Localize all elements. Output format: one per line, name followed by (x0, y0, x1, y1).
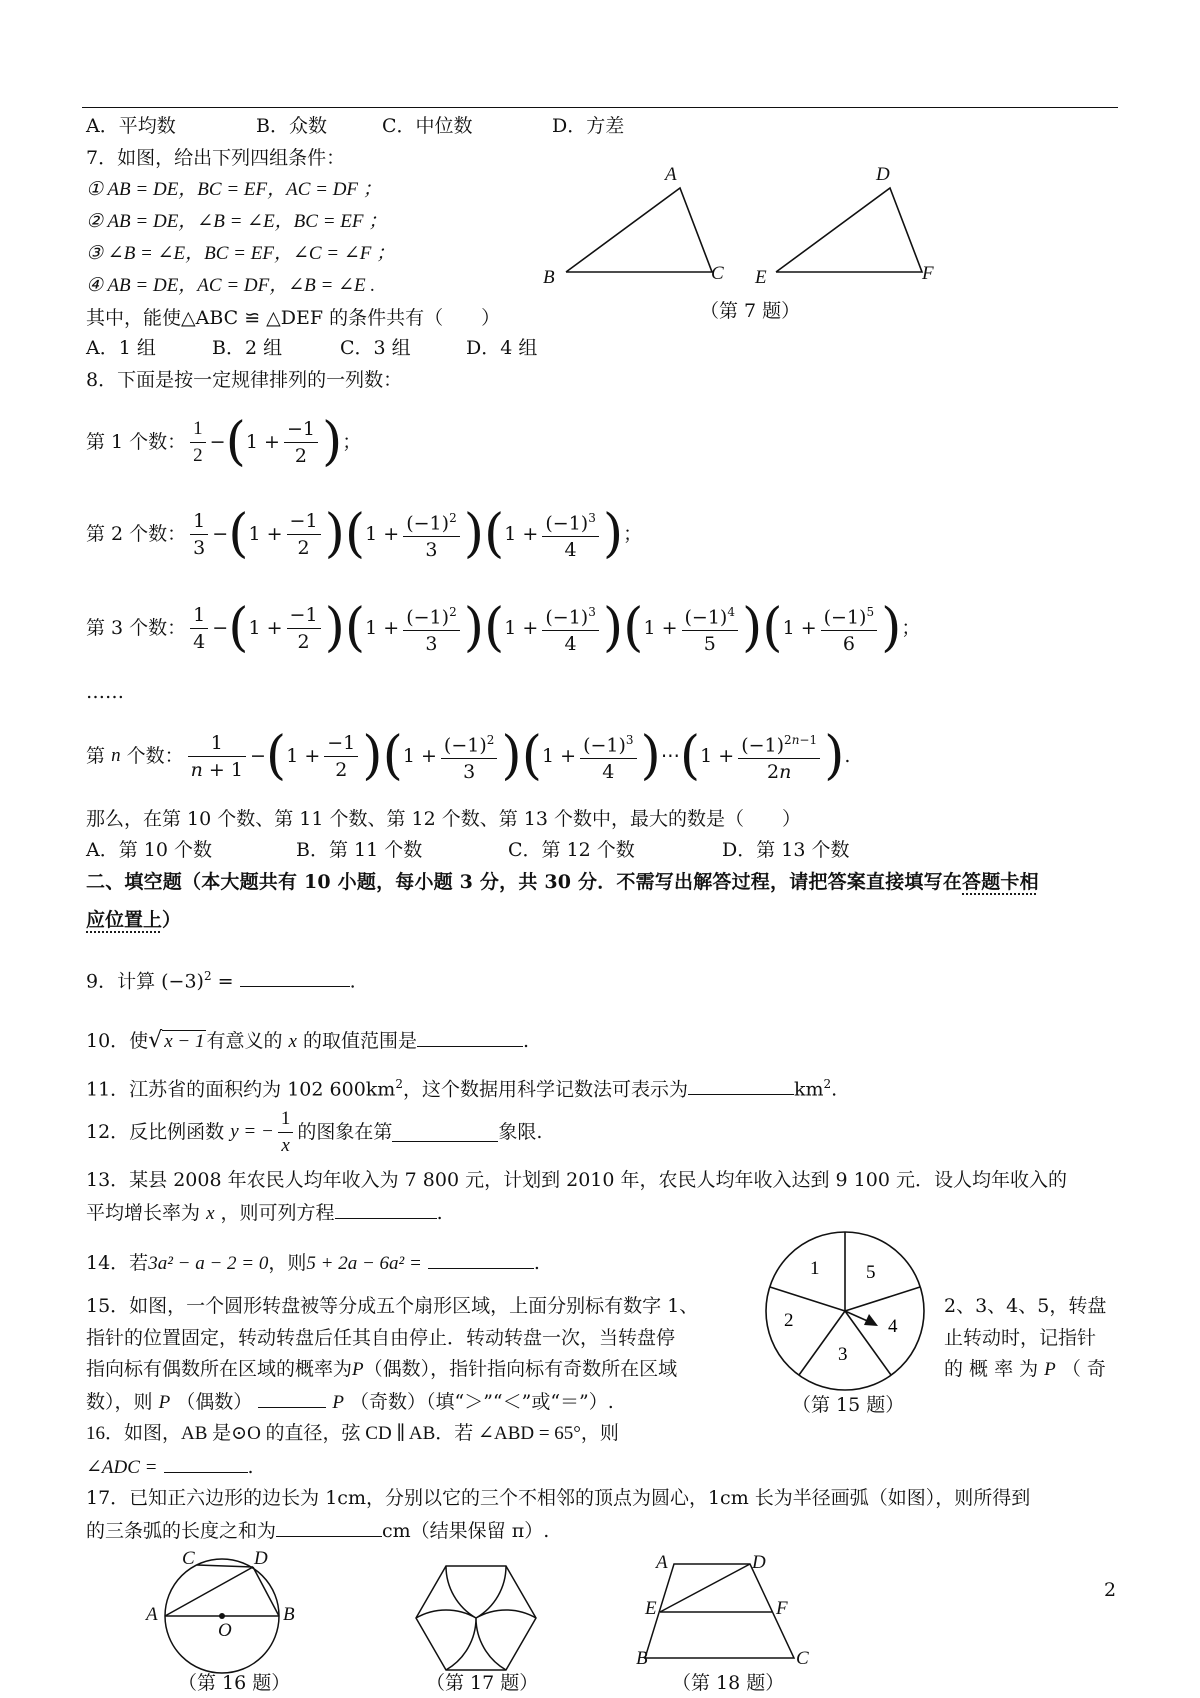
q15-figure-caption: （第 15 题） (792, 1394, 905, 1416)
answer-blank[interactable] (392, 1123, 498, 1142)
fig18-label-a: A (656, 1552, 668, 1573)
fig18-label-f: F (776, 1598, 788, 1619)
fig18-label-c: C (796, 1648, 809, 1669)
fig18-label-d: D (752, 1552, 766, 1573)
q13-line-2: 平均增长率为 x ，则可列方程 . (86, 1202, 443, 1224)
q7-label-f: F (922, 263, 934, 284)
fig16-label-o: O (218, 1620, 232, 1641)
q6-option-c: C．中位数 (382, 115, 473, 137)
fig16-label-c: C (182, 1548, 195, 1569)
q7-label-e: E (755, 267, 767, 288)
q10: 10．使√ x − 1 有意义的 x 的取值范围是 . (86, 1028, 530, 1053)
sqrt-symbol: √ (148, 1028, 163, 1053)
fig17-caption: （第 17 题） (426, 1672, 539, 1694)
sector-label: 3 (838, 1344, 848, 1365)
q8-dots: …… (86, 681, 124, 703)
answer-blank[interactable] (417, 1028, 523, 1047)
sector-label: 4 (888, 1316, 898, 1337)
q6-option-d: D．方差 (552, 115, 625, 137)
q7-label-a: A (665, 164, 677, 185)
q11: 11．江苏省的面积约为 102 $600km^2$，这个数据用科学记数法可表示为 $km^2$. (86, 1077, 838, 1101)
q8-question: 那么，在第 10 个数、第 11 个数、第 12 个数、第 13 个数中，最大的数是（ ） (86, 808, 802, 830)
q7-condition-1: ① AB = DE，BC = EF，AC = DF ； (86, 179, 382, 200)
q7-stem: 7．如图，给出下列四组条件： (86, 147, 346, 169)
q7-option-c: C．3 组 (340, 337, 411, 359)
q15-line-1a: 15．如图，一个圆形转盘被等分成五个扇形区域，上面分别标有数字 1、 (86, 1295, 699, 1317)
center-point (219, 1613, 225, 1619)
q7-option-a: A．1 组 (86, 337, 156, 359)
section-2-heading-line-1: 二、填空题（本大题共有 10 小题，每小题 3 分，共 30 分．不需写出解答过程，请把答案直接填写在答题卡相 (86, 871, 1039, 893)
q17-line-1: 17．已知正六边形的边长为 1cm，分别以它的三个不相邻的顶点为圆心，1cm 长为半径画弧（如图），则所得到 (86, 1487, 1031, 1509)
page-number: 2 (1104, 1579, 1117, 1601)
q8-row-3: 第 3 个数： $\frac{1}{4}$ − ( 1 + $\frac{-1}{2}$ ) ( 1 + $\frac{(-1)^2}{3}$ ) ( 1 + $\frac{(-1)^3}{4}$ ) ( 1 + $\frac{(-1)^4}{5}$ ) ( 1 + $\frac{(-1)^5}{6}$ ) ； (86, 598, 921, 658)
q15-line-1b: 2、3、4、5，转盘 (944, 1295, 1107, 1317)
q15-spinner-figure (760, 1226, 930, 1396)
q7-figure (530, 160, 960, 290)
section-2-heading-line-2: 应位置上） (86, 909, 182, 931)
q15-line-2a: 指针的位置固定，转动转盘后任其自由停止．转动转盘一次，当转盘停 (86, 1327, 676, 1349)
q15-line-4: 数），则 P （偶数） P （奇数）（填“＞”“＜”或“＝”）. (86, 1391, 614, 1413)
answer-blank[interactable] (428, 1250, 534, 1269)
fig18-caption: （第 18 题） (672, 1672, 785, 1694)
q16-line-2: ∠ADC = . (86, 1456, 254, 1478)
q7-label-c: C (711, 263, 724, 284)
sector-label: 2 (784, 1310, 794, 1331)
q8-option-b: B．第 11 个数 (296, 839, 423, 861)
q14: 14．若3a² − a − 2 = 0，则5 + 2a − 6a² = . (86, 1252, 540, 1274)
q6-option-b: B．众数 (256, 115, 327, 137)
q7-option-b: B．2 组 (212, 337, 283, 359)
q8-option-d: D．第 13 个数 (722, 839, 850, 861)
q7-condition-3: ③ ∠B = ∠E，BC = EF，∠C = ∠F ； (86, 243, 396, 264)
q15-line-3a: 指向标有偶数所在区域的概率为P（偶数），指针指向标有奇数所在区域 (86, 1358, 678, 1380)
answer-blank[interactable] (276, 1518, 382, 1537)
q15-line-3b: 的 概 率 为 P （ 奇 (944, 1358, 1106, 1380)
q7-question: 其中，能使△ABC ≌ △DEF 的条件共有（ ） (86, 307, 501, 329)
q7-condition-2: ② AB = DE，∠B = ∠E，BC = EF ； (86, 211, 388, 232)
q8-row-n: 第 n 个数： $\frac{1}{n + 1}$ − ( 1 + $\frac{-1}{2}$ ) ( 1 + $\frac{(-1)^2}{3}$ ) ( 1 + $\frac{(-1)^3}{4}$ ) ⋯ ( 1 + $\frac{(-1)^{2n-1}}{2n}$ ) . (86, 726, 851, 786)
q7-condition-4: ④ AB = DE，AC = DF，∠B = ∠E . (86, 275, 376, 296)
fig16-label-b: B (283, 1604, 295, 1625)
q8-row-2-label: 第 2 个数： (86, 523, 187, 545)
answer-blank[interactable] (688, 1076, 794, 1095)
diagonal-ed (660, 1564, 750, 1612)
q9: 9．计算 $(-3)^2$ = . (86, 969, 356, 993)
q8-option-a: A．第 10 个数 (86, 839, 212, 861)
q8-row-2: 第 2 个数： $\frac{1}{3}$ − ( 1 + $\frac{-1}{2}$ ) ( 1 + $\frac{(-1)^2}{3}$ ) ( 1 + $\frac{(-1)^3}{4}$ ) ； (86, 504, 643, 564)
fraction: $\frac{1}{2}$ (190, 416, 206, 469)
q7-label-b: B (543, 267, 555, 288)
q8-option-c: C．第 12 个数 (508, 839, 635, 861)
sector-label: 1 (810, 1258, 820, 1279)
sector-label: 5 (866, 1262, 876, 1283)
figure-17 (412, 1560, 542, 1680)
trapezoid-abcd (645, 1564, 794, 1658)
segment-bd (253, 1567, 279, 1616)
q8-row-1-label: 第 1 个数： (86, 431, 187, 453)
q8-stem: 8．下面是按一定规律排列的一列数： (86, 369, 403, 391)
triangle-abc (566, 188, 712, 272)
triangle-def (776, 188, 922, 272)
fig18-label-e: E (645, 1598, 657, 1619)
q16-line-1: 16．如图，AB 是⊙O 的直径，弦 CD ∥ AB．若 ∠ABD = 65°，则 (86, 1423, 619, 1444)
q8-row-1: 第 1 个数： $\frac{1}{2}$ − ( 1 + $\frac{-1}{2}$ ) ； (86, 412, 362, 472)
q17-line-2: 的三条弧的长度之和为 cm（结果保留 π）. (86, 1520, 550, 1542)
q6-option-a: A．平均数 (86, 115, 176, 137)
answer-blank[interactable] (240, 968, 350, 987)
q7-option-d: D．4 组 (466, 337, 538, 359)
answer-blank[interactable] (258, 1389, 326, 1408)
fig16-label-d: D (254, 1548, 268, 1569)
fraction: $\frac{-1}{2}$ (284, 416, 318, 469)
q15-line-2b: 止转动时，记指针 (944, 1327, 1097, 1349)
header-rule (82, 107, 1118, 108)
q13-line-1: 13．某县 2008 年农民人均年收入为 7 800 元，计划到 2010 年，农民人均年收入达到 9 100 元．设人均年收入的 (86, 1169, 1067, 1191)
answer-blank[interactable] (335, 1200, 437, 1219)
fig16-label-a: A (146, 1604, 158, 1625)
q7-figure-caption: （第 7 题） (700, 300, 801, 322)
figure-16 (150, 1552, 290, 1682)
q8-row-3-label: 第 3 个数： (86, 617, 187, 639)
segment-ad (165, 1567, 253, 1616)
q7-label-d: D (876, 164, 890, 185)
fig16-caption: （第 16 题） (178, 1672, 291, 1694)
q12: 12．反比例函数 y = − $\frac{1}{x}$ 的图象在第 象限. (86, 1107, 543, 1156)
answer-blank[interactable] (164, 1454, 248, 1473)
fig18-label-b: B (636, 1648, 648, 1669)
three-arcs (416, 1566, 536, 1670)
chord-cd (197, 1565, 253, 1567)
